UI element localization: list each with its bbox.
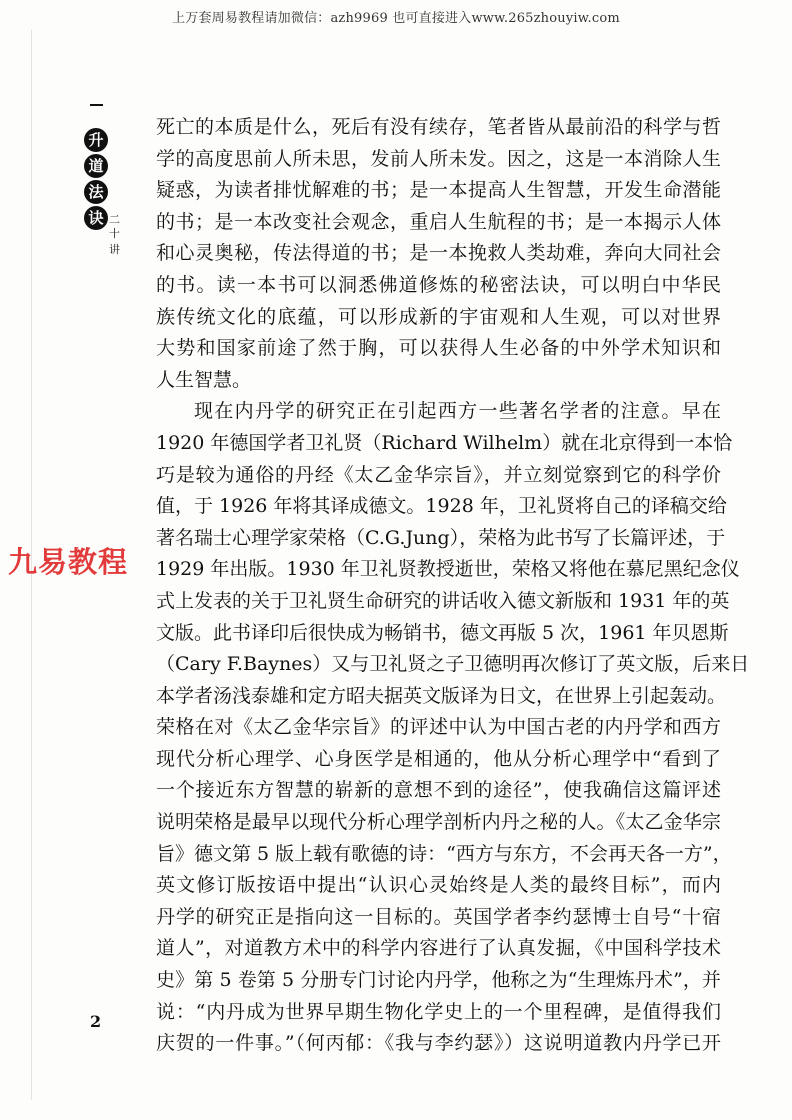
header-circle-char: 升 xyxy=(84,128,108,152)
text-line: 式上发表的关于卫礼贤生命研究的讲话收入德文新版和 1931 年的英 xyxy=(156,589,730,612)
header-dash xyxy=(90,104,103,106)
text-line: 巧是较为通俗的丹经《太乙金华宗旨》，并立刻觉察到它的科学价 xyxy=(156,463,721,486)
text-line: 死亡的本质是什么，死后有没有续存，笔者皆从最前沿的科学与哲 xyxy=(156,116,721,138)
text-line: 说明荣格是最早以现代分析心理学剖析内丹之秘的人。《太乙金华宗 xyxy=(156,811,721,834)
text-line: 疑惑，为读者排忧解难的书；是一本提高人生智慧，开发生命潜能 xyxy=(156,179,721,202)
text-line: 的书。读一本书可以洞悉佛道修炼的秘密法诀，可以明白中华民 xyxy=(156,273,721,296)
text-line: （Cary F.Baynes）又与卫礼贤之子卫德明再次修订了英文版，后来日 xyxy=(156,653,750,676)
text-line: 1929 年出版。1930 年卫礼贤教授逝世，荣格又将他在慕尼黑纪念仪 xyxy=(156,558,740,581)
text-line: 说：“内丹成为世界早期生物化学史上的一个里程碑，是值得我们 xyxy=(156,1000,721,1023)
text-line: 著名瑞士心理学家荣格（C.G.Jung），荣格为此书写了长篇评述，于 xyxy=(156,526,726,549)
text-line: 庆贺的一件事。”（何丙郁：《我与李约瑟》）这说明道教内丹学已开 xyxy=(156,1032,721,1055)
text-line: 现代分析心理学、心身医学是相通的，他从分析心理学中“看到了 xyxy=(156,747,721,770)
top-banner: 上万套周易教程请加微信：azh9969 也可直接进入www.265zhouyiw.com xyxy=(172,11,620,26)
text-line: 现在内丹学的研究正在引起西方一些著名学者的注意。早在 xyxy=(194,400,721,423)
header-small-char: 二 xyxy=(109,213,120,226)
header-circle-char: 诀 xyxy=(84,206,108,230)
text-line: 的书；是一本改变社会观念，重启人生航程的书；是一本揭示人体 xyxy=(156,210,721,233)
header-circle-char: 法 xyxy=(84,180,108,204)
text-line: 一个接近东方智慧的崭新的意想不到的途径”，使我确信这篇评述 xyxy=(156,779,721,802)
header-circle-char: 道 xyxy=(84,154,108,178)
text-line: 值，于 1926 年将其译成德文。1928 年，卫礼贤将自己的译稿交给 xyxy=(156,495,727,518)
header-small-char: 十 xyxy=(109,227,120,240)
watermark-logo: 九易教程 xyxy=(8,545,129,579)
paragraph xyxy=(156,112,721,396)
text-line: 荣格在对《太乙金华宗旨》的评述中认为中国古老的内丹学和西方 xyxy=(156,716,721,739)
text-line: 和心灵奥秘，传法得道的书；是一本挽救人类劫难，奔向大同社会 xyxy=(156,242,721,265)
text-line: 人生智慧。 xyxy=(156,368,252,391)
running-header xyxy=(84,104,118,264)
text-line: 本学者汤浅泰雄和定方昭夫据英文版译为日文，在世界上引起轰动。 xyxy=(156,684,727,707)
text-line: 文版。此书译印后很快成为畅销书，德文再版 5 次，1961 年贝恩斯 xyxy=(156,621,729,644)
text-line: 史》第 5 卷第 5 分册专门讨论内丹学，他称之为“生理炼丹术”，并 xyxy=(156,969,721,992)
header-small-char: 讲 xyxy=(109,243,120,256)
text-line: 族传统文化的底蕴，可以形成新的宇宙观和人生观，可以对世界 xyxy=(156,305,721,328)
text-line: 1920 年德国学者卫礼贤（Richard Wilhelm）就在北京得到一本恰 xyxy=(156,431,733,454)
text-line: 旨》德文第 5 版上载有歌德的诗：“西方与东方，不会再天各一方”， xyxy=(156,842,732,865)
body-text xyxy=(156,112,750,1060)
paragraph xyxy=(156,396,750,1059)
text-line: 道人”，对道教方术中的科学内容进行了认真发掘，《中国科学技术 xyxy=(156,937,721,960)
text-line: 学的高度思前人所未思，发前人所未发。因之，这是一本消除人生 xyxy=(156,147,721,170)
text-line: 大势和国家前途了然于胸，可以获得人生必备的中外学术知识和 xyxy=(156,337,721,360)
text-line: 丹学的研究正是指向这一目标的。英国学者李约瑟博士自号“十宿 xyxy=(156,905,721,928)
page-number: 2 xyxy=(90,1012,102,1031)
text-line: 英文修订版按语中提出“认识心灵始终是人类的最终目标”，而内 xyxy=(156,874,721,897)
